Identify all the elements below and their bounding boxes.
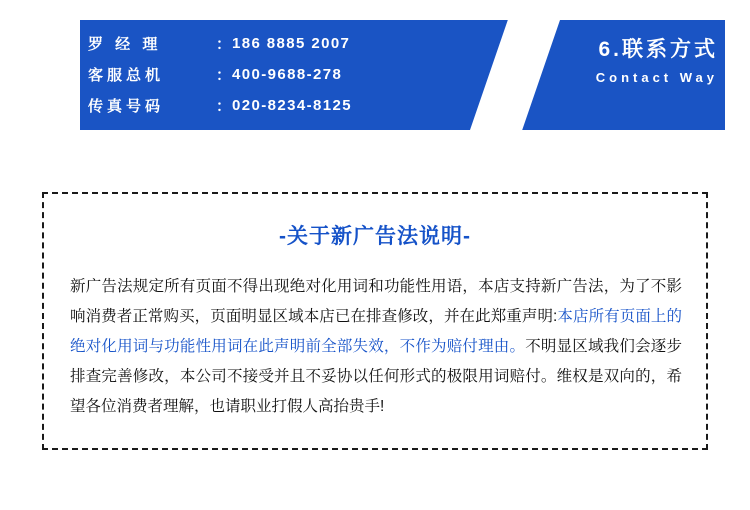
notice-text-part2: 不明显区域我们会逐步排查完善修改，本公司不接受并且不妥协以任何形式的极限用词赔付。维权是双向的，希望各位消费者理解，也请职业打假人高抬贵手! xyxy=(70,338,682,415)
contact-header-banner xyxy=(0,0,750,135)
contact-row-hotline xyxy=(88,59,478,90)
header-left-notch xyxy=(25,20,80,130)
notice-text-highlight: 本店所有页面上的绝对化用词与功能性用词在此声明前全部失效，不作为赔付理由。 xyxy=(70,308,682,355)
contact-colon-manager: ： xyxy=(216,36,233,53)
contact-info-list xyxy=(88,28,478,121)
contact-colon-hotline: ： xyxy=(216,67,233,84)
contact-row-fax xyxy=(88,90,478,121)
contact-row-manager xyxy=(88,28,478,59)
notice-title: -关于新广告法说明- xyxy=(279,225,471,248)
contact-label-fax: 传真号码 xyxy=(88,98,165,115)
contact-value-manager-phone: 186 8885 2007 xyxy=(232,35,351,52)
notice-body xyxy=(70,272,682,422)
contact-value-fax-number: 020-8234-8125 xyxy=(232,97,352,114)
contact-label-hotline: 客服总机 xyxy=(88,67,165,84)
section-title-en: Contact Way xyxy=(595,70,718,86)
contact-label-manager: 罗 经 理 xyxy=(88,36,162,53)
advertising-law-notice-box xyxy=(42,192,708,450)
contact-colon-fax: ： xyxy=(216,98,233,115)
section-title-block xyxy=(596,36,718,85)
section-title-cn: 6.联系方式 xyxy=(598,38,718,61)
notice-text-part1: 新广告法规定所有页面不得出现绝对化用词和功能性用语，本店支持新广告法，为了不影响消费者正常购买，页面明显区域本店已在排查修改，并在此郑重声明: xyxy=(70,278,682,325)
contact-value-hotline-number: 400-9688-278 xyxy=(232,66,343,83)
